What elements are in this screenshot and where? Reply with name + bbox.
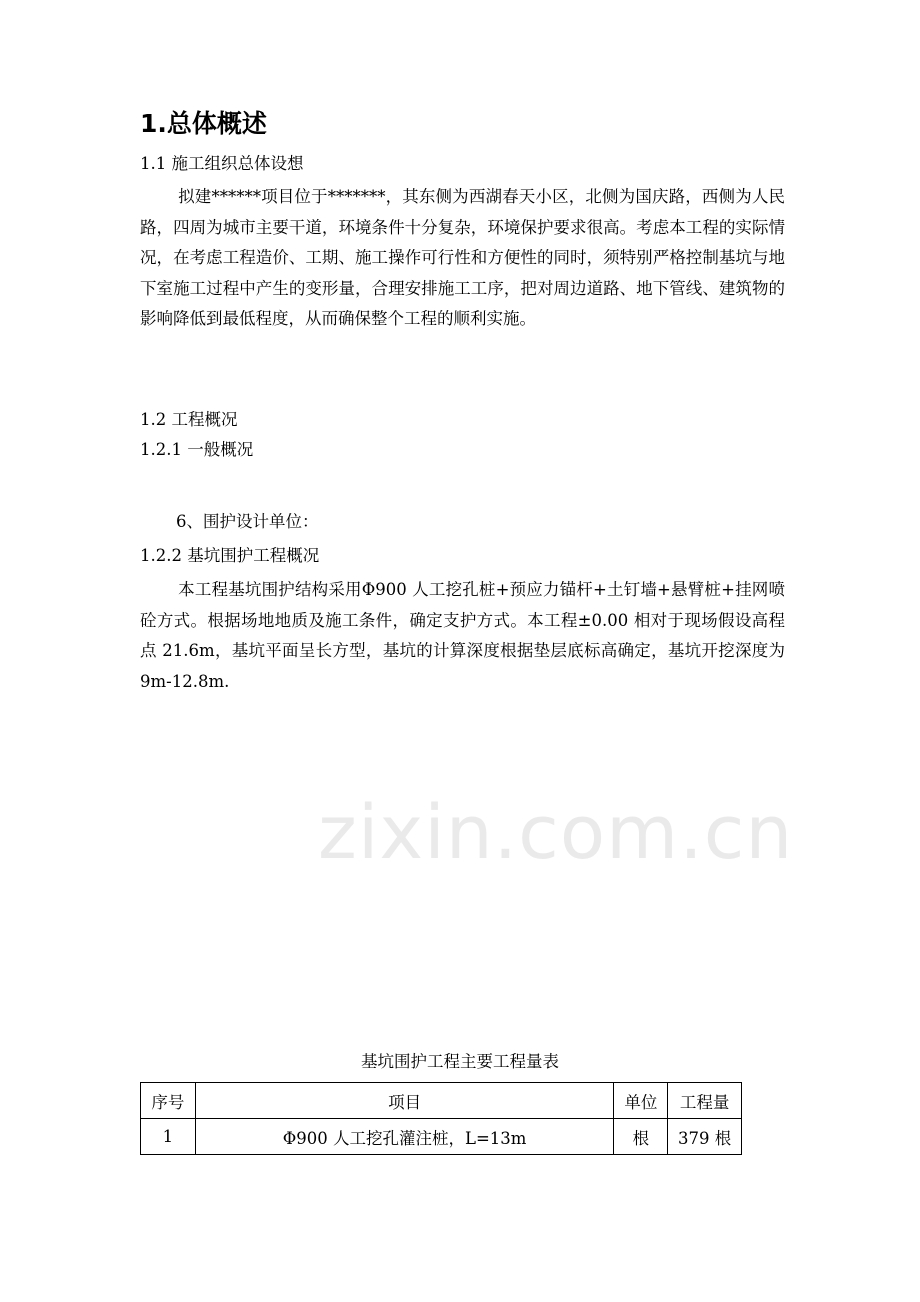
table-title: 基坑围护工程主要工程量表 xyxy=(361,1052,559,1071)
section-1-2-2-paragraph xyxy=(140,575,785,697)
section-1-1-text: 拟建******项目位于*******，其东侧为西湖春天小区，北侧为国庆路，西侧为人民路，四周为城市主要干道，环境条件十分复杂，环境保护要求很高。考虑本工程的实际情况，在考虑工程造价、工期、施工操作可行性和方便性的同时，须特别严格控制基坑与地下室施工过程中产生的变形量，合理安排施工工序，把对周边道路、地下管线、建筑物的影响降低到最低程度，从而确保整个工程的顺利实施。 xyxy=(140,187,785,328)
table-header-row xyxy=(141,1083,742,1119)
watermark: zixin.com.cn xyxy=(318,790,794,876)
table-cell: Φ900 人工挖孔灌注桩，L=13m xyxy=(195,1119,614,1155)
section-heading-1-2-2: 1.2.2 基坑围护工程概况 xyxy=(140,546,320,565)
table-header-cell: 单位 xyxy=(614,1083,668,1119)
main-heading: 1.总体概述 xyxy=(140,109,267,138)
table-header-cell: 项目 xyxy=(195,1083,614,1119)
design-unit-item: 6、围护设计单位： xyxy=(176,512,319,531)
table-header-cell: 工程量 xyxy=(668,1083,742,1119)
section-1-2-2-text: 本工程基坑围护结构采用Φ900 人工挖孔桩+预应力锚杆+土钉墙+悬臂桩+挂网喷砼方式。根据场地地质及施工条件，确定支护方式。本工程±0.00 相对于现场假设高程点 21.6m，基坑平面呈长方型，基坑的计算深度根据垫层底标高确定，基坑开挖深度为 9m-12.8m. xyxy=(140,580,785,691)
section-heading-1-2: 1.2 工程概况 xyxy=(140,410,238,429)
section-heading-1-1: 1.1 施工组织总体设想 xyxy=(140,154,304,173)
table-cell: 379 根 xyxy=(668,1119,742,1155)
section-heading-1-2-1: 1.2.1 一般概况 xyxy=(140,440,254,459)
quantity-table xyxy=(140,1082,742,1155)
table-header-cell: 序号 xyxy=(141,1083,196,1119)
table-row xyxy=(141,1119,742,1155)
table-cell: 根 xyxy=(614,1119,668,1155)
table-cell: 1 xyxy=(141,1119,196,1155)
section-1-1-paragraph xyxy=(140,182,785,335)
